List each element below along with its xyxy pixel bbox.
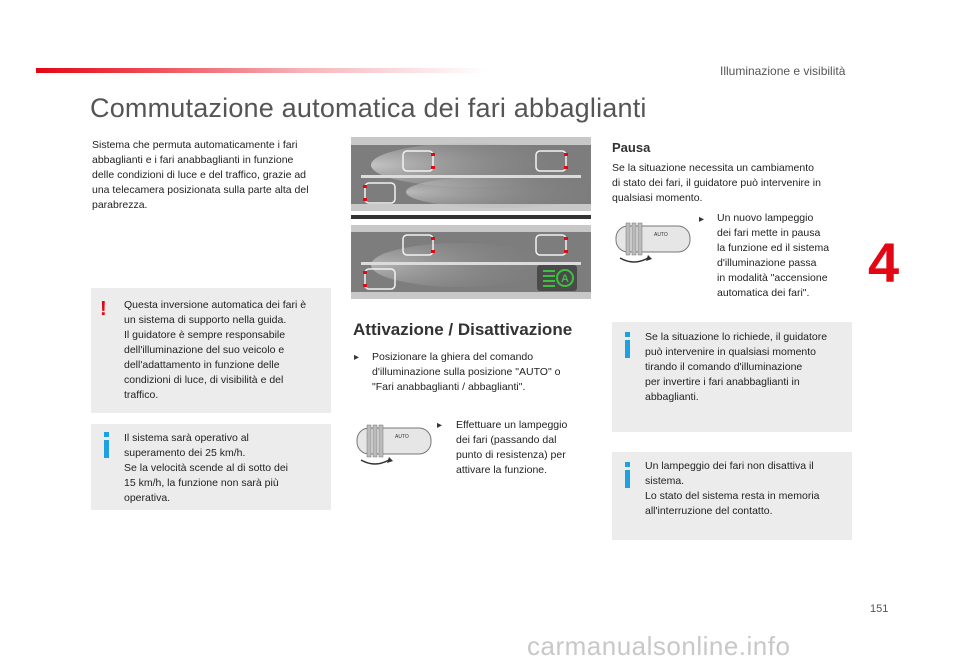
- warning-line: traffico.: [124, 389, 159, 401]
- intro-line: abbaglianti e i fari anabbaglianti in funzione: [92, 154, 294, 166]
- svg-text:A: A: [561, 273, 569, 285]
- warning-line: dell'illuminazione del suo veicolo e: [124, 344, 285, 356]
- info-box-speed: [91, 424, 331, 510]
- step-line: Effettuare un lampeggio: [456, 419, 568, 431]
- info-line: sistema.: [645, 475, 685, 487]
- section-title: Illuminazione e visibilità: [720, 64, 846, 78]
- lane-divider: [361, 175, 581, 178]
- info-line: Se la velocità scende al di sotto dei: [124, 462, 289, 474]
- info-icon: [622, 332, 634, 360]
- intro-line: Sistema che permuta automaticamente i fari: [92, 139, 298, 151]
- info-line: operativa.: [124, 492, 171, 504]
- pause-step-line: Un nuovo lampeggio: [717, 212, 814, 224]
- info-line: tirando il comando d'illuminazione: [645, 361, 803, 373]
- info-line: superamento dei 25 km/h.: [124, 447, 246, 459]
- page-number: 151: [870, 603, 889, 615]
- step-line: Posizionare la ghiera del comando: [372, 351, 534, 363]
- lighting-stalk-illustration: [355, 420, 435, 468]
- pause-line: qualsiasi momento.: [612, 192, 703, 204]
- info-icon: [622, 462, 634, 490]
- pause-step-line: in modalità "accensione: [717, 272, 828, 284]
- step-line: punto di resistenza) per: [456, 449, 566, 461]
- pause-step-line: la funzione ed il sistema: [717, 242, 830, 254]
- watermark: carmanualsonline.info: [527, 631, 791, 661]
- pause-heading: Pausa: [612, 140, 651, 155]
- activation-heading: Attivazione / Disattivazione: [353, 320, 573, 339]
- step-line: dei fari (passando dal: [456, 434, 557, 446]
- pause-step: [717, 211, 852, 301]
- step-line: d'illuminazione sulla posizione "AUTO" o: [372, 366, 561, 378]
- pause-line: di stato dei fari, il guidatore può intervenire in: [612, 177, 821, 189]
- step-line: "Fari anabbaglianti / abbaglianti".: [372, 381, 526, 393]
- info-line: Lo stato del sistema resta in memoria: [645, 490, 820, 502]
- intro-paragraph: [92, 138, 332, 213]
- info-box-override: [612, 322, 852, 432]
- warning-line: Il guidatore è sempre responsabile: [124, 329, 286, 341]
- info-line: per invertire i fari anabbaglianti in: [645, 376, 800, 388]
- pause-intro: [612, 161, 852, 206]
- intro-line: delle condizioni di luce e del traffico, grazie ad: [92, 169, 307, 181]
- warning-box: [91, 288, 331, 413]
- info-line: Il sistema sarà operativo al: [124, 432, 249, 444]
- chapter-number: 4: [868, 231, 900, 294]
- svg-text:AUTO: AUTO: [654, 232, 668, 238]
- pause-step-line: automatica dei fari".: [717, 287, 810, 299]
- bullet-arrow-icon: ▸: [354, 352, 360, 363]
- svg-text:AUTO: AUTO: [395, 434, 409, 440]
- info-line: 15 km/h, la funzione non sarà più: [124, 477, 279, 489]
- info-icon: [101, 432, 113, 460]
- road-illustration: [351, 137, 591, 299]
- page-title: Commutazione automatica dei fari abbaglianti: [90, 93, 647, 123]
- info-line: Un lampeggio dei fari non disattiva il: [645, 460, 814, 472]
- intro-line: parabrezza.: [92, 199, 148, 211]
- info-line: Se la situazione lo richiede, il guidatore: [645, 331, 828, 343]
- bullet-arrow-icon: ▸: [699, 214, 705, 225]
- pause-line: Se la situazione necessita un cambiamento: [612, 162, 814, 174]
- pause-step-line: d'illuminazione passa: [717, 257, 817, 269]
- warning-line: un sistema di supporto nella guida.: [124, 314, 287, 326]
- lighting-stalk-illustration: [614, 218, 694, 266]
- info-line: abbaglianti.: [645, 391, 699, 403]
- bullet-arrow-icon: ▸: [437, 420, 443, 431]
- warning-line: dell'adattamento in funzione delle: [124, 359, 280, 371]
- activation-step-1: [372, 350, 597, 395]
- pause-step-line: dei fari mette in pausa: [717, 227, 821, 239]
- warning-line: Questa inversione automatica dei fari è: [124, 299, 307, 311]
- step-line: attivare la funzione.: [456, 464, 548, 476]
- auto-high-beam-icon: [537, 265, 577, 291]
- activation-step-2: [456, 418, 591, 478]
- info-line: all'interruzione del contatto.: [645, 505, 773, 517]
- warning-line: condizioni di luce, di visibilità e del: [124, 374, 284, 386]
- warning-icon: !: [100, 298, 107, 320]
- intro-line: una telecamera posizionata sulla parte alta del: [92, 184, 309, 196]
- header-accent-bar: [36, 68, 486, 73]
- info-line: può intervenire in qualsiasi momento: [645, 346, 817, 358]
- info-box-memory: [612, 452, 852, 540]
